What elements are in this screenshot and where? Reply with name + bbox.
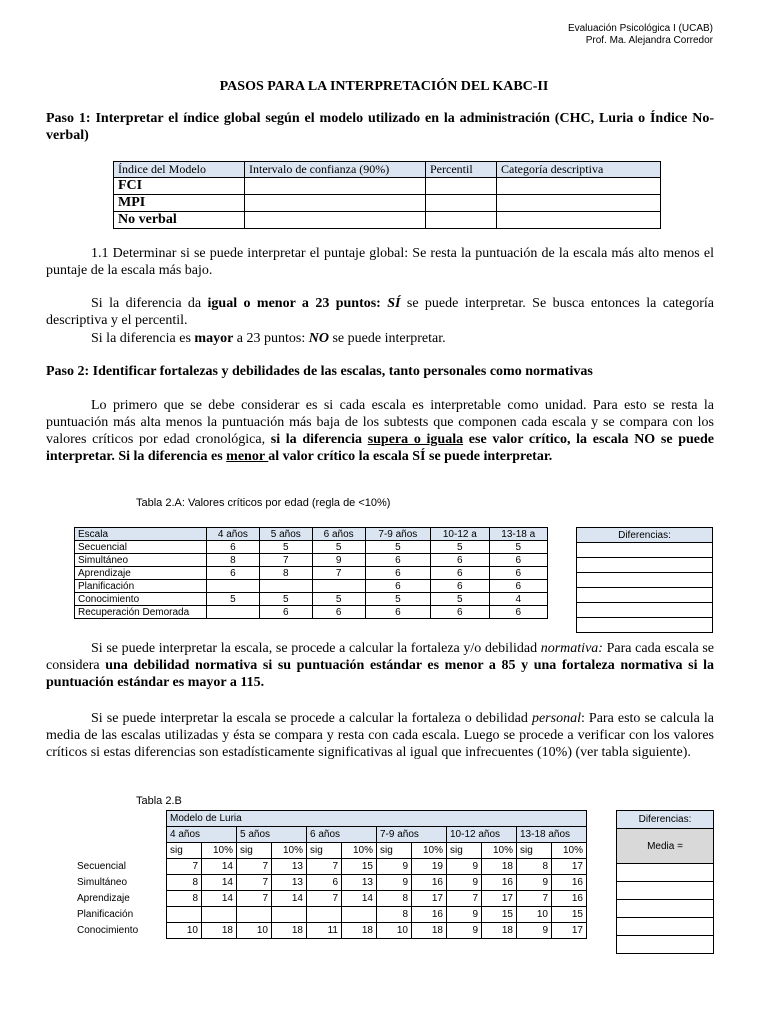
column-header: 13-18 a [489, 528, 547, 541]
scale-name: Simultáneo [75, 554, 207, 567]
age-header: 4 años [167, 827, 237, 843]
critical-value: 17 [552, 923, 587, 939]
difference-cell[interactable] [617, 864, 714, 882]
sub-header: 10% [552, 843, 587, 859]
critical-value [307, 907, 342, 923]
critical-value: 6 [312, 606, 365, 619]
critical-value [167, 907, 202, 923]
critical-value: 5 [365, 593, 431, 606]
table-row [114, 178, 661, 195]
table-row [75, 606, 548, 619]
critical-value: 6 [365, 580, 431, 593]
critical-value [272, 907, 307, 923]
sub-header: 10% [412, 843, 447, 859]
critical-value: 5 [431, 593, 489, 606]
critical-value: 6 [489, 580, 547, 593]
paragraph-personal: Si se puede interpretar la escala se procede a calcular la fortaleza o debilidad personal: Para esto se calcula la media de las escalas utilizadas y ésta se compara y resta con cada escala. Luego se procede a verificar con los valores críticos si estas diferencias son estadísticamente significativas al igual que infrecuentes (10%) (ver tabla siguiente). [46, 711, 715, 760]
scale-name: Aprendizaje [75, 567, 207, 580]
sub-header: sig [167, 843, 202, 859]
age-header: 5 años [237, 827, 307, 843]
table-row [75, 593, 548, 606]
critical-value: 9 [447, 859, 482, 875]
critical-value: 16 [412, 907, 447, 923]
critical-value: 17 [412, 891, 447, 907]
critical-value [237, 907, 272, 923]
table-row [114, 212, 661, 229]
paso2-heading: Paso 2: Identificar fortalezas y debilidades de las escalas, tanto personales como normativas [46, 364, 593, 379]
critical-value: 14 [202, 859, 237, 875]
critical-value: 5 [259, 541, 312, 554]
scale-name: Secuencial [77, 861, 126, 872]
critical-value: 7 [312, 567, 365, 580]
critical-value: 6 [365, 554, 431, 567]
index-name: FCI [114, 178, 245, 195]
table-row [74, 859, 587, 875]
critical-value: 8 [167, 891, 202, 907]
critical-value: 9 [447, 875, 482, 891]
critical-value: 5 [207, 593, 260, 606]
critical-value: 7 [447, 891, 482, 907]
critical-value: 8 [167, 875, 202, 891]
critical-value: 16 [552, 875, 587, 891]
critical-value: 18 [412, 923, 447, 939]
sub-header: 10% [272, 843, 307, 859]
table-row [74, 875, 587, 891]
column-header: 7-9 años [365, 528, 431, 541]
critical-value: 5 [489, 541, 547, 554]
paragraph-si: Si la diferencia da igual o menor a 23 puntos: SÍ se puede interpretar. Se busca entonces la categoría descriptiva y el percentil. [46, 296, 715, 328]
table-2a-caption: Tabla 2.A: Valores críticos por edad (regla de <10%) [136, 497, 391, 509]
table-row [75, 554, 548, 567]
critical-value: 6 [489, 554, 547, 567]
index-name: No verbal [114, 212, 245, 229]
difference-cell[interactable] [577, 558, 713, 573]
critical-value: 8 [377, 907, 412, 923]
paso1-heading: Paso 1: Interpretar el índice global según el modelo utilizado en la administración (CHC, Luria o Índice No-verbal) [46, 111, 714, 143]
critical-value: 7 [307, 891, 342, 907]
differences-table-2a [576, 527, 713, 633]
critical-value: 8 [259, 567, 312, 580]
critical-value: 17 [482, 891, 517, 907]
critical-value: 6 [431, 580, 489, 593]
difference-cell[interactable] [577, 588, 713, 603]
sub-header: 10% [342, 843, 377, 859]
critical-value [259, 580, 312, 593]
sub-header: sig [447, 843, 482, 859]
scale-name: Conocimiento [75, 593, 207, 606]
difference-cell[interactable] [617, 900, 714, 918]
scale-name: Planificación [75, 580, 207, 593]
differences-header: Diferencias: [577, 528, 713, 543]
critical-value: 7 [259, 554, 312, 567]
critical-value: 15 [552, 907, 587, 923]
age-header: 7-9 años [377, 827, 447, 843]
table-2b-caption: Tabla 2.B [136, 795, 182, 807]
critical-value: 6 [431, 606, 489, 619]
critical-value: 7 [517, 891, 552, 907]
column-header: Escala [75, 528, 207, 541]
critical-value: 13 [272, 859, 307, 875]
critical-value: 10 [377, 923, 412, 939]
difference-cell[interactable] [577, 618, 713, 633]
difference-cell[interactable] [617, 936, 714, 954]
scale-name: Secuencial [75, 541, 207, 554]
critical-value: 14 [272, 891, 307, 907]
difference-cell[interactable] [617, 918, 714, 936]
critical-value: 6 [259, 606, 312, 619]
critical-value [342, 907, 377, 923]
differences-table-2b [616, 810, 714, 954]
critical-value: 11 [307, 923, 342, 939]
critical-value: 18 [482, 923, 517, 939]
age-header: 6 años [307, 827, 377, 843]
critical-value: 16 [552, 891, 587, 907]
differences-header: Diferencias: [617, 811, 714, 829]
table-row [74, 891, 587, 907]
critical-value: 6 [207, 567, 260, 580]
column-header: 10-12 a [431, 528, 489, 541]
critical-value: 6 [307, 875, 342, 891]
sub-header: sig [307, 843, 342, 859]
critical-value: 10 [237, 923, 272, 939]
critical-value: 9 [447, 907, 482, 923]
critical-value: 8 [207, 554, 260, 567]
critical-value: 6 [431, 567, 489, 580]
difference-cell[interactable] [577, 543, 713, 558]
table-row [74, 907, 587, 923]
critical-value [207, 606, 260, 619]
table-row [75, 580, 548, 593]
critical-value: 18 [202, 923, 237, 939]
scale-name: Simultáneo [77, 877, 128, 888]
age-header: 13-18 años [517, 827, 587, 843]
critical-value [312, 580, 365, 593]
critical-value: 18 [342, 923, 377, 939]
scale-name: Planificación [77, 909, 134, 920]
paragraph-1-1: 1.1 Determinar si se puede interpretar el puntaje global: Se resta la puntuación de la escala más alto menos el puntaje de la escala más bajo. [46, 246, 714, 278]
critical-value: 9 [517, 875, 552, 891]
model-header: Modelo de Luria [167, 811, 587, 827]
category-header: Categoría descriptiva [497, 162, 661, 178]
critical-value: 5 [259, 593, 312, 606]
sub-header: sig [377, 843, 412, 859]
critical-value: 16 [482, 875, 517, 891]
percentile-header: Percentil [426, 162, 497, 178]
index-name: MPI [114, 195, 245, 212]
table-row [74, 923, 587, 939]
sub-header: 10% [482, 843, 517, 859]
critical-value: 14 [202, 875, 237, 891]
document-title: PASOS PARA LA INTERPRETACIÓN DEL KABC-II [219, 79, 549, 94]
critical-value: 4 [489, 593, 547, 606]
header-course: Evaluación Psicológica I (UCAB) [567, 23, 713, 34]
critical-value: 16 [412, 875, 447, 891]
critical-value: 15 [482, 907, 517, 923]
critical-value: 9 [517, 923, 552, 939]
difference-cell[interactable] [577, 603, 713, 618]
column-header: 6 años [312, 528, 365, 541]
critical-value: 6 [365, 567, 431, 580]
critical-value: 18 [482, 859, 517, 875]
paragraph-no: Si la diferencia es mayor a 23 puntos: NO se puede interpretar. [91, 331, 446, 346]
critical-value: 14 [342, 891, 377, 907]
critical-value: 5 [312, 593, 365, 606]
age-header: 10-12 años [447, 827, 517, 843]
table-row [114, 195, 661, 212]
critical-value: 17 [552, 859, 587, 875]
page-header [568, 23, 713, 47]
scale-name: Aprendizaje [77, 893, 130, 904]
critical-value: 13 [272, 875, 307, 891]
critical-value: 9 [447, 923, 482, 939]
header-professor: Prof. Ma. Alejandra Corredor [585, 35, 713, 46]
critical-value: 13 [342, 875, 377, 891]
critical-value: 7 [237, 875, 272, 891]
critical-values-table [74, 527, 548, 619]
critical-value: 7 [167, 859, 202, 875]
critical-value: 7 [307, 859, 342, 875]
table-row [75, 567, 548, 580]
table-row [75, 541, 548, 554]
critical-value: 6 [489, 567, 547, 580]
paragraph-normativa: Si se puede interpretar la escala, se procede a calcular la fortaleza y/o debilidad normativa: Para cada escala se considera una debilidad normativa si su puntuación estándar es menor a 85 y una fortaleza normativa si la puntuación estándar es mayor a 115. [46, 641, 714, 690]
critical-value: 8 [377, 891, 412, 907]
index-table [113, 161, 661, 229]
critical-value: 8 [517, 859, 552, 875]
column-header: 5 años [259, 528, 312, 541]
critical-value: 6 [365, 606, 431, 619]
critical-value: 6 [431, 554, 489, 567]
critical-value: 14 [202, 891, 237, 907]
difference-cell[interactable] [617, 882, 714, 900]
critical-value: 5 [365, 541, 431, 554]
media-label: Media = [617, 829, 714, 864]
scale-name: Recuperación Demorada [75, 606, 207, 619]
difference-cell[interactable] [577, 573, 713, 588]
sub-header: 10% [202, 843, 237, 859]
luria-table [74, 810, 587, 939]
critical-value: 9 [312, 554, 365, 567]
column-header: 4 años [207, 528, 260, 541]
critical-value [207, 580, 260, 593]
critical-value: 6 [489, 606, 547, 619]
scale-name: Conocimiento [77, 925, 139, 936]
critical-value: 19 [412, 859, 447, 875]
critical-value: 10 [517, 907, 552, 923]
critical-value: 18 [272, 923, 307, 939]
interval-header: Intervalo de confianza (90%) [245, 162, 426, 178]
sub-header: sig [237, 843, 272, 859]
critical-value: 7 [237, 891, 272, 907]
critical-value: 10 [167, 923, 202, 939]
critical-value: 15 [342, 859, 377, 875]
index-header: Índice del Modelo [114, 162, 245, 178]
critical-value [202, 907, 237, 923]
paragraph-interpretable: Lo primero que se debe considerar es si cada escala es interpretable como unidad. Para esto se resta la puntuación más alta menos la puntuación más baja de los subtests que componen cada escala y se compara con los valores críticos por edad cronológica, si la diferencia supera o iguala ese valor crítico, la escala NO se puede interpretar. Si la diferencia es menor al valor crítico la escala SÍ se puede interpretar. [46, 398, 715, 464]
critical-value: 5 [431, 541, 489, 554]
critical-value: 5 [312, 541, 365, 554]
critical-value: 9 [377, 859, 412, 875]
sub-header: sig [517, 843, 552, 859]
critical-value: 9 [377, 875, 412, 891]
critical-value: 7 [237, 859, 272, 875]
critical-value: 6 [207, 541, 260, 554]
